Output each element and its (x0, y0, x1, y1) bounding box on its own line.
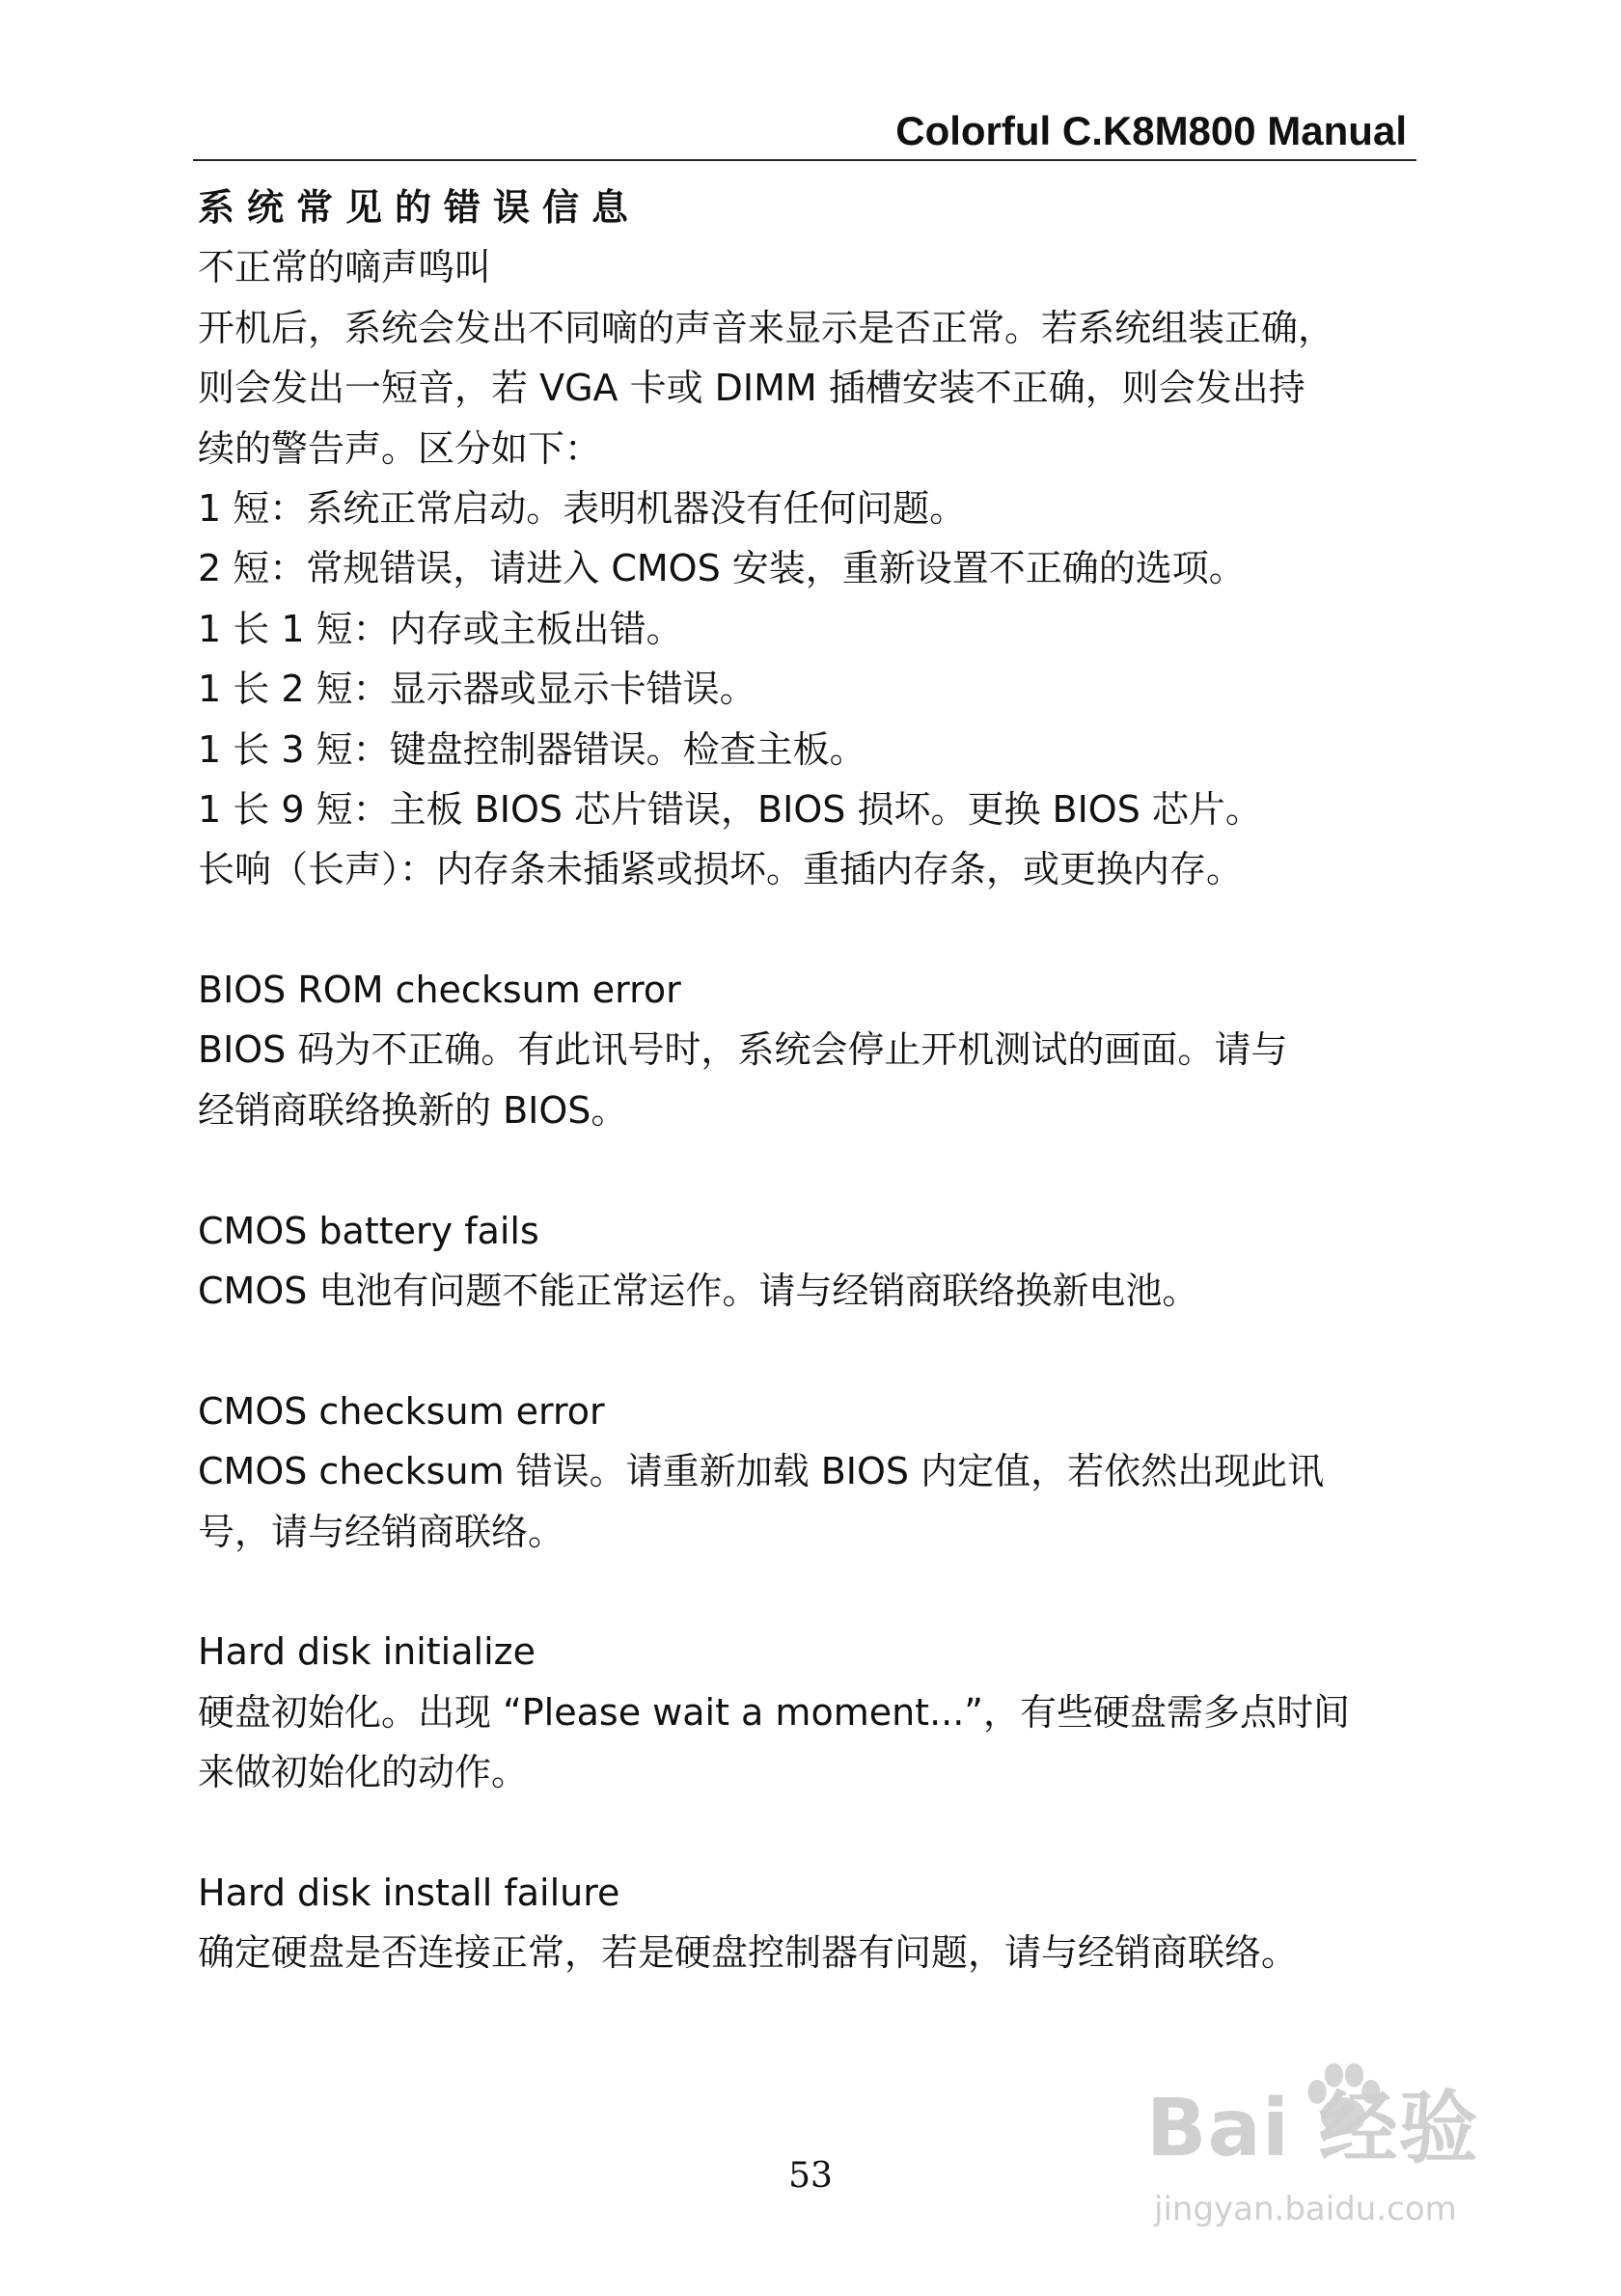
text-line: 硬盘初始化。出现 “Please wait a moment...”，有些硬盘需多点时间 (198, 1690, 1350, 1734)
text-line: CMOS checksum error (198, 1389, 605, 1433)
page-content (198, 178, 1452, 1983)
blank-line (198, 1803, 1452, 1863)
text-line: CMOS battery fails (198, 1209, 539, 1252)
baidu-jingyan-watermark (1146, 2036, 1552, 2257)
text-line: 1 短：系统正常启动。表明机器没有任何问题。 (198, 486, 967, 530)
text-line: CMOS checksum 错误。请重新加载 BIOS 内定值，若依然出现此讯 (198, 1450, 1325, 1493)
watermark-url: jingyan.baidu.com (1154, 2190, 1457, 2228)
blank-line (198, 1562, 1452, 1622)
watermark-logo-text: Bai 经验 (1146, 2083, 1479, 2174)
blank-line (198, 1140, 1452, 1200)
text-line: 1 长 2 短：显示器或显示卡错误。 (198, 668, 756, 711)
text-line: 2 短：常规错误，请进入 CMOS 安装，重新设置不正确的选项。 (198, 547, 1246, 590)
text-line: 则会发出一短音，若 VGA 卡或 DIMM 插槽安装不正确，则会发出持 (198, 367, 1305, 410)
section-title: 系统常见的错误信息 (198, 186, 642, 229)
text-line: Hard disk install failure (198, 1871, 620, 1914)
text-line: 经销商联络换新的 BIOS。 (198, 1088, 628, 1132)
body-text (198, 237, 1452, 1982)
header-divider (193, 159, 1416, 161)
text-line: 开机后，系统会发出不同嘀的声音来显示是否正常。若系统组装正确， (198, 306, 1335, 349)
page-number: 53 (788, 2156, 833, 2196)
text-line: 不正常的嘀声鸣叫 (198, 246, 492, 289)
blank-line (198, 1321, 1452, 1380)
text-line: BIOS 码为不正确。有此讯号时，系统会停止开机测试的画面。请与 (198, 1028, 1288, 1072)
text-line: CMOS 电池有问题不能正常运作。请与经销商联络换新电池。 (198, 1270, 1199, 1313)
text-line: 1 长 3 短：键盘控制器错误。检查主板。 (198, 727, 866, 771)
text-line: 号，请与经销商联络。 (198, 1510, 565, 1553)
text-line: 确定硬盘是否连接正常，若是硬盘控制器有问题，请与经销商联络。 (198, 1931, 1299, 1975)
text-line: Hard disk initialize (198, 1630, 536, 1674)
blank-line (198, 900, 1452, 960)
text-line: 1 长 9 短：主板 BIOS 芯片错误，BIOS 损坏。更换 BIOS 芯片。 (198, 787, 1262, 831)
text-line: 来做初始化的动作。 (198, 1751, 529, 1794)
text-line: 续的警告声。区分如下： (198, 426, 602, 470)
text-line: 长响（长声）：内存条未插紧或损坏。重插内存条，或更换内存。 (198, 848, 1244, 891)
text-line: 1 长 1 短：内存或主板出错。 (198, 607, 683, 650)
text-line: BIOS ROM checksum error (198, 969, 681, 1012)
manual-header-title: Colorful C.K8M800 Manual (895, 108, 1407, 153)
